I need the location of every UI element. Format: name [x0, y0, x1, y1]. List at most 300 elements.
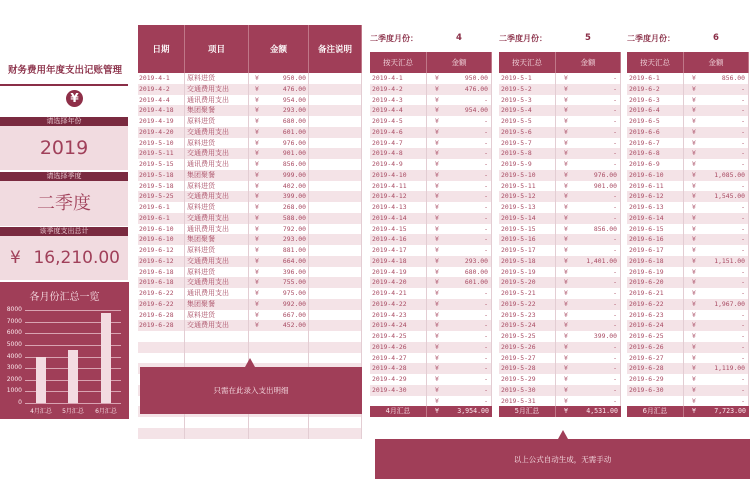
cell-item[interactable]: 交通费用支出 — [185, 127, 249, 138]
cell-date[interactable]: 2019-5-25 — [138, 191, 185, 202]
currency-symbol: ¥ — [255, 203, 259, 211]
auto-formula-callout: 以上公式自动生成，无需手动 — [375, 439, 750, 479]
cell-date[interactable]: 2019-4-19 — [138, 116, 185, 127]
cell-amount — [427, 170, 492, 181]
cell-item[interactable]: 交通费用支出 — [185, 148, 249, 159]
table-row[interactable] — [138, 288, 362, 299]
cell-date[interactable]: 2019-6-28 — [138, 320, 185, 331]
cell-item[interactable]: 原料进货 — [185, 245, 249, 256]
month-total-label: 4月汇总 — [370, 406, 427, 417]
app-title: 财务费用年度支出记账管理 — [7, 65, 122, 76]
table-row[interactable] — [138, 116, 362, 127]
x-tick-label: 4月汇总 — [30, 408, 52, 415]
cell-amount[interactable] — [249, 105, 309, 116]
table-row[interactable] — [138, 159, 362, 170]
month-total-value: 4,531.00 — [586, 407, 618, 416]
cell-amount[interactable] — [249, 224, 309, 235]
cell-notes[interactable] — [309, 353, 362, 364]
cell-date[interactable] — [138, 342, 185, 353]
cell-amount[interactable] — [249, 256, 309, 267]
table-row — [627, 191, 749, 202]
cell-item[interactable]: 交通费用支出 — [185, 320, 249, 331]
quarter-select[interactable]: 二季度 — [0, 181, 128, 226]
cell-item[interactable]: 交通费用支出 — [185, 256, 249, 267]
cell-date[interactable]: 2019-6-10 — [138, 224, 185, 235]
auto-formula-arrow — [558, 430, 568, 439]
cell-date[interactable] — [138, 331, 185, 342]
cell-notes[interactable] — [309, 288, 362, 299]
table-row — [370, 320, 492, 331]
x-tick-label: 6月汇总 — [95, 408, 117, 415]
table-row — [370, 353, 492, 364]
table-row — [627, 277, 749, 288]
cell-date: 2019-4-10 — [370, 170, 427, 181]
cell-amount[interactable] — [249, 288, 309, 299]
table-row — [370, 288, 492, 299]
cell-amount[interactable] — [249, 320, 309, 331]
cell-date: 2019-4-1 — [370, 73, 427, 84]
cell-date: 2019-6-21 — [627, 288, 684, 299]
amount-value: - — [613, 342, 617, 351]
table-row[interactable] — [138, 73, 362, 84]
cell-notes[interactable] — [309, 159, 362, 170]
currency-symbol: ¥ — [435, 117, 439, 125]
amount-value: 1,151.00 — [714, 256, 745, 265]
table-row[interactable] — [138, 417, 362, 428]
cell-notes[interactable] — [309, 299, 362, 310]
table-row[interactable] — [138, 267, 362, 278]
cell-amount[interactable] — [249, 148, 309, 159]
cell-item[interactable] — [185, 428, 249, 439]
currency-symbol: ¥ — [255, 127, 259, 136]
cell-amount — [427, 224, 492, 235]
cell-item[interactable] — [185, 417, 249, 428]
cell-date: 2019-5-28 — [499, 363, 556, 374]
table-row — [627, 202, 749, 213]
cell-amount — [427, 202, 492, 213]
cell-amount[interactable] — [249, 202, 309, 213]
amount-value: 601.00 — [282, 127, 306, 136]
cell-date: 2019-5-24 — [499, 320, 556, 331]
currency-symbol: ¥ — [435, 385, 439, 394]
cell-amount — [427, 148, 492, 159]
cell-amount — [684, 213, 749, 224]
y-tick-label: 3000 — [6, 364, 22, 372]
cell-notes[interactable] — [309, 95, 362, 106]
cell-amount[interactable] — [249, 191, 309, 202]
cell-date[interactable]: 2019-6-10 — [138, 234, 185, 245]
currency-symbol: ¥ — [435, 353, 439, 362]
cell-date[interactable]: 2019-4-4 — [138, 95, 185, 106]
cell-amount — [684, 353, 749, 364]
currency-symbol: ¥ — [564, 267, 568, 276]
cell-date[interactable] — [138, 353, 185, 364]
cell-item[interactable]: 原料进货 — [185, 267, 249, 278]
currency-symbol: ¥ — [692, 385, 696, 394]
cell-date: 2019-6-1 — [627, 73, 684, 84]
cell-notes[interactable] — [309, 202, 362, 213]
table-row[interactable] — [138, 170, 362, 181]
cell-notes[interactable] — [309, 277, 362, 288]
cell-amount — [427, 256, 492, 267]
cell-notes[interactable] — [309, 191, 362, 202]
table-row[interactable] — [138, 234, 362, 245]
cell-date[interactable]: 2019-6-1 — [138, 202, 185, 213]
cell-item[interactable]: 原料进货 — [185, 138, 249, 149]
currency-symbol: ¥ — [564, 213, 568, 222]
currency-symbol: ¥ — [692, 342, 696, 351]
year-select[interactable]: 2019 — [0, 126, 128, 170]
amount-value: 396.00 — [282, 267, 306, 276]
cell-notes[interactable] — [309, 310, 362, 321]
table-row[interactable] — [138, 342, 362, 353]
currency-symbol: ¥ — [564, 310, 568, 319]
cell-item[interactable]: 集团聚餐 — [185, 170, 249, 181]
cell-amount[interactable] — [249, 245, 309, 256]
cell-amount — [556, 202, 621, 213]
cell-date: 2019-4-3 — [370, 95, 427, 106]
y-tick-label: 0 — [18, 399, 22, 406]
cell-item[interactable]: 原料进货 — [185, 181, 249, 192]
cell-amount — [684, 181, 749, 192]
cell-date[interactable]: 2019-6-22 — [138, 299, 185, 310]
cell-amount[interactable] — [249, 138, 309, 149]
table-row[interactable] — [138, 277, 362, 288]
table-row[interactable] — [138, 256, 362, 267]
cell-item[interactable]: 通讯费用支出 — [185, 224, 249, 235]
cell-amount — [556, 245, 621, 256]
cell-notes[interactable] — [309, 148, 362, 159]
cell-amount[interactable] — [249, 342, 309, 353]
cell-amount — [427, 396, 492, 407]
cell-date: 2019-4-13 — [370, 202, 427, 213]
cell-date: 2019-6-9 — [627, 159, 684, 170]
table-row — [627, 127, 749, 138]
amount-value: - — [484, 364, 488, 373]
cell-amount[interactable] — [249, 181, 309, 192]
cell-date: 2019-4-30 — [370, 385, 427, 396]
cell-notes[interactable] — [309, 256, 362, 267]
currency-symbol: ¥ — [255, 106, 259, 115]
cell-notes[interactable] — [309, 417, 362, 428]
cell-amount[interactable] — [249, 310, 309, 321]
cell-date: 2019-4-26 — [370, 342, 427, 353]
cell-date: 2019-5-30 — [499, 385, 556, 396]
table-row[interactable] — [138, 127, 362, 138]
cell-amount — [684, 84, 749, 95]
cell-item[interactable]: 集团聚餐 — [185, 299, 249, 310]
table-row[interactable] — [138, 245, 362, 256]
table-row[interactable] — [138, 310, 362, 321]
cell-date[interactable]: 2019-5-18 — [138, 170, 185, 181]
table-row — [370, 73, 492, 84]
table-row — [370, 310, 492, 321]
table-row[interactable] — [138, 191, 362, 202]
cell-date: 2019-5-27 — [499, 353, 556, 364]
cell-date[interactable]: 2019-6-28 — [138, 310, 185, 321]
amount-value: - — [613, 84, 617, 93]
cell-amount — [427, 277, 492, 288]
currency-symbol: ¥ — [692, 246, 696, 254]
cell-date: 2019-4-8 — [370, 148, 427, 159]
cell-amount[interactable] — [249, 331, 309, 342]
cell-date: 2019-6-6 — [627, 127, 684, 138]
cell-notes[interactable] — [309, 73, 362, 84]
currency-symbol: ¥ — [692, 149, 696, 158]
cell-amount[interactable] — [249, 213, 309, 224]
cell-amount[interactable] — [249, 116, 309, 127]
table-row — [370, 191, 492, 202]
cell-amount[interactable] — [249, 84, 309, 95]
table-row[interactable] — [138, 95, 362, 106]
cell-item[interactable]: 原料进货 — [185, 202, 249, 213]
cell-amount[interactable] — [249, 267, 309, 278]
cell-notes[interactable] — [309, 116, 362, 127]
table-row[interactable] — [138, 428, 362, 439]
currency-symbol: ¥ — [435, 278, 439, 287]
currency-symbol: ¥ — [692, 256, 696, 265]
amount-value: - — [484, 321, 488, 330]
cell-amount — [427, 116, 492, 127]
cell-date: 2019-5-6 — [499, 127, 556, 138]
amount-value: - — [741, 267, 745, 276]
cell-date: 2019-6-18 — [627, 256, 684, 267]
cell-date — [370, 396, 427, 407]
cell-date[interactable] — [138, 428, 185, 439]
cell-date: 2019-6-20 — [627, 277, 684, 288]
gridline — [25, 310, 121, 311]
month-table-header — [370, 52, 492, 73]
cell-date[interactable]: 2019-4-2 — [138, 84, 185, 95]
amount-value: - — [741, 138, 745, 147]
cell-amount — [556, 116, 621, 127]
cell-amount[interactable] — [249, 170, 309, 181]
x-tick-label: 5月汇总 — [62, 408, 84, 415]
cell-date[interactable] — [138, 417, 185, 428]
currency-symbol: ¥ — [692, 224, 696, 233]
cell-notes[interactable] — [309, 127, 362, 138]
table-row — [370, 342, 492, 353]
cell-item[interactable]: 集团聚餐 — [185, 105, 249, 116]
amount-value: 992.00 — [282, 299, 306, 308]
cell-date: 2019-4-7 — [370, 138, 427, 149]
cell-item[interactable]: 通讯费用支出 — [185, 288, 249, 299]
amount-value: - — [484, 95, 488, 104]
cell-date[interactable]: 2019-5-18 — [138, 181, 185, 192]
cell-item[interactable]: 交通费用支出 — [185, 191, 249, 202]
cell-item[interactable]: 原料进货 — [185, 73, 249, 84]
cell-notes[interactable] — [309, 213, 362, 224]
cell-date[interactable]: 2019-4-20 — [138, 127, 185, 138]
cell-amount[interactable] — [249, 95, 309, 106]
cell-date[interactable]: 2019-6-12 — [138, 245, 185, 256]
amount-value: - — [613, 213, 617, 222]
chart-title: 各月份汇总一览 — [29, 292, 100, 303]
cell-amount — [684, 138, 749, 149]
cell-date: 2019-5-22 — [499, 299, 556, 310]
cell-date[interactable]: 2019-4-1 — [138, 73, 185, 84]
currency-symbol: ¥ — [564, 396, 568, 405]
cell-amount — [684, 342, 749, 353]
currency-symbol: ¥ — [692, 375, 696, 383]
table-row — [627, 342, 749, 353]
y-tick-label: 2000 — [6, 375, 22, 383]
cell-item[interactable]: 交通费用支出 — [185, 213, 249, 224]
cell-notes[interactable] — [309, 138, 362, 149]
table-row — [370, 170, 492, 181]
amount-value: - — [484, 289, 488, 297]
cell-item[interactable]: 交通费用支出 — [185, 84, 249, 95]
header-amount: 金额 — [249, 25, 309, 73]
cell-amount[interactable] — [249, 428, 309, 439]
cell-date[interactable]: 2019-6-18 — [138, 267, 185, 278]
currency-symbol: ¥ — [692, 213, 696, 222]
cell-notes[interactable] — [309, 105, 362, 116]
table-row[interactable] — [138, 299, 362, 310]
currency-symbol: ¥ — [435, 127, 439, 136]
currency-symbol: ¥ — [255, 192, 259, 201]
month-table-body — [370, 73, 492, 406]
cell-amount — [427, 353, 492, 364]
cell-notes[interactable] — [309, 84, 362, 95]
table-row[interactable] — [138, 181, 362, 192]
cell-date: 2019-6-17 — [627, 245, 684, 256]
cell-date: 2019-6-8 — [627, 148, 684, 159]
cell-item[interactable]: 通讯费用支出 — [185, 95, 249, 106]
cell-date: 2019-4-4 — [370, 105, 427, 116]
cell-amount — [427, 213, 492, 224]
cell-amount[interactable] — [249, 353, 309, 364]
cell-notes[interactable] — [309, 342, 362, 353]
cell-item[interactable]: 原料进货 — [185, 116, 249, 127]
currency-symbol: ¥ — [564, 84, 568, 93]
cell-item[interactable]: 集团聚餐 — [185, 234, 249, 245]
cell-item[interactable] — [185, 342, 249, 353]
cell-amount — [684, 127, 749, 138]
cell-notes[interactable] — [309, 245, 362, 256]
cell-date: 2019-5-5 — [499, 116, 556, 127]
month-total-label: 5月汇总 — [499, 406, 556, 417]
cell-date[interactable]: 2019-5-15 — [138, 159, 185, 170]
currency-symbol: ¥ — [255, 310, 259, 319]
currency-symbol: ¥ — [564, 181, 568, 190]
amount-value: - — [484, 192, 488, 201]
currency-symbol: ¥ — [255, 321, 259, 330]
cell-amount[interactable] — [249, 127, 309, 138]
table-row[interactable] — [138, 224, 362, 235]
table-row[interactable] — [138, 105, 362, 116]
table-row[interactable] — [138, 84, 362, 95]
cell-notes[interactable] — [309, 234, 362, 245]
currency-symbol: ¥ — [692, 310, 696, 319]
table-row[interactable] — [138, 331, 362, 342]
amount-value: - — [484, 235, 488, 244]
cell-amount[interactable] — [249, 299, 309, 310]
currency-symbol: ¥ — [564, 407, 568, 416]
amount-value: - — [484, 170, 488, 179]
cell-date: 2019-4-22 — [370, 299, 427, 310]
currency-symbol: ¥ — [435, 181, 439, 190]
cell-amount — [684, 320, 749, 331]
currency-symbol: ¥ — [692, 160, 696, 168]
cell-date[interactable]: 2019-6-18 — [138, 277, 185, 288]
amount-value: - — [741, 385, 745, 394]
table-row[interactable] — [138, 202, 362, 213]
currency-symbol: ¥ — [435, 74, 439, 82]
table-row — [499, 159, 621, 170]
cell-date: 2019-5-10 — [499, 170, 556, 181]
cell-notes[interactable] — [309, 331, 362, 342]
cell-date[interactable]: 2019-5-11 — [138, 148, 185, 159]
cell-date: 2019-5-4 — [499, 105, 556, 116]
amount-value: 975.00 — [282, 289, 306, 297]
header-daily: 按天汇总 — [627, 52, 684, 73]
cell-amount — [427, 342, 492, 353]
cell-amount — [427, 320, 492, 331]
cell-amount[interactable] — [249, 159, 309, 170]
cell-item[interactable] — [185, 353, 249, 364]
cell-date[interactable]: 2019-6-22 — [138, 288, 185, 299]
cell-notes[interactable] — [309, 170, 362, 181]
cell-notes[interactable] — [309, 181, 362, 192]
cell-date: 2019-5-11 — [499, 181, 556, 192]
cell-item[interactable] — [185, 331, 249, 342]
currency-symbol: ¥ — [692, 95, 696, 104]
table-row[interactable] — [138, 148, 362, 159]
cell-date[interactable]: 2019-6-1 — [138, 213, 185, 224]
cell-date[interactable]: 2019-6-12 — [138, 256, 185, 267]
currency-symbol: ¥ — [255, 84, 259, 93]
currency-symbol: ¥ — [255, 267, 259, 276]
cell-amount[interactable] — [249, 73, 309, 84]
cell-date[interactable]: 2019-4-18 — [138, 105, 185, 116]
month-total-label: 6月汇总 — [627, 406, 684, 417]
cell-amount[interactable] — [249, 417, 309, 428]
amount-value: - — [613, 106, 617, 115]
month-5-daily-table — [499, 52, 621, 417]
cell-notes[interactable] — [309, 428, 362, 439]
table-row — [370, 95, 492, 106]
table-row[interactable] — [138, 213, 362, 224]
amount-value: 1,401.00 — [586, 256, 617, 265]
cell-amount[interactable] — [249, 277, 309, 288]
currency-symbol: ¥ — [564, 364, 568, 373]
month-total-amount — [556, 406, 621, 417]
cell-date: 2019-4-9 — [370, 159, 427, 170]
cell-item[interactable]: 交通费用支出 — [185, 277, 249, 288]
table-row — [499, 213, 621, 224]
table-row[interactable] — [138, 320, 362, 331]
currency-symbol: ¥ — [255, 117, 259, 125]
cell-notes[interactable] — [309, 267, 362, 278]
amount-value: - — [613, 203, 617, 211]
amount-value: - — [613, 310, 617, 319]
table-row — [370, 105, 492, 116]
table-row[interactable] — [138, 138, 362, 149]
header-daily: 按天汇总 — [499, 52, 556, 73]
month-table-body — [627, 73, 749, 406]
amount-value: 1,119.00 — [714, 364, 745, 373]
cell-date[interactable]: 2019-5-10 — [138, 138, 185, 149]
cell-item[interactable]: 通讯费用支出 — [185, 159, 249, 170]
cell-date: 2019-5-7 — [499, 138, 556, 149]
cell-notes[interactable] — [309, 320, 362, 331]
amount-value: 680.00 — [282, 117, 306, 125]
cell-item[interactable]: 原料进货 — [185, 310, 249, 321]
cell-amount — [427, 234, 492, 245]
cell-amount[interactable] — [249, 234, 309, 245]
cell-notes[interactable] — [309, 224, 362, 235]
